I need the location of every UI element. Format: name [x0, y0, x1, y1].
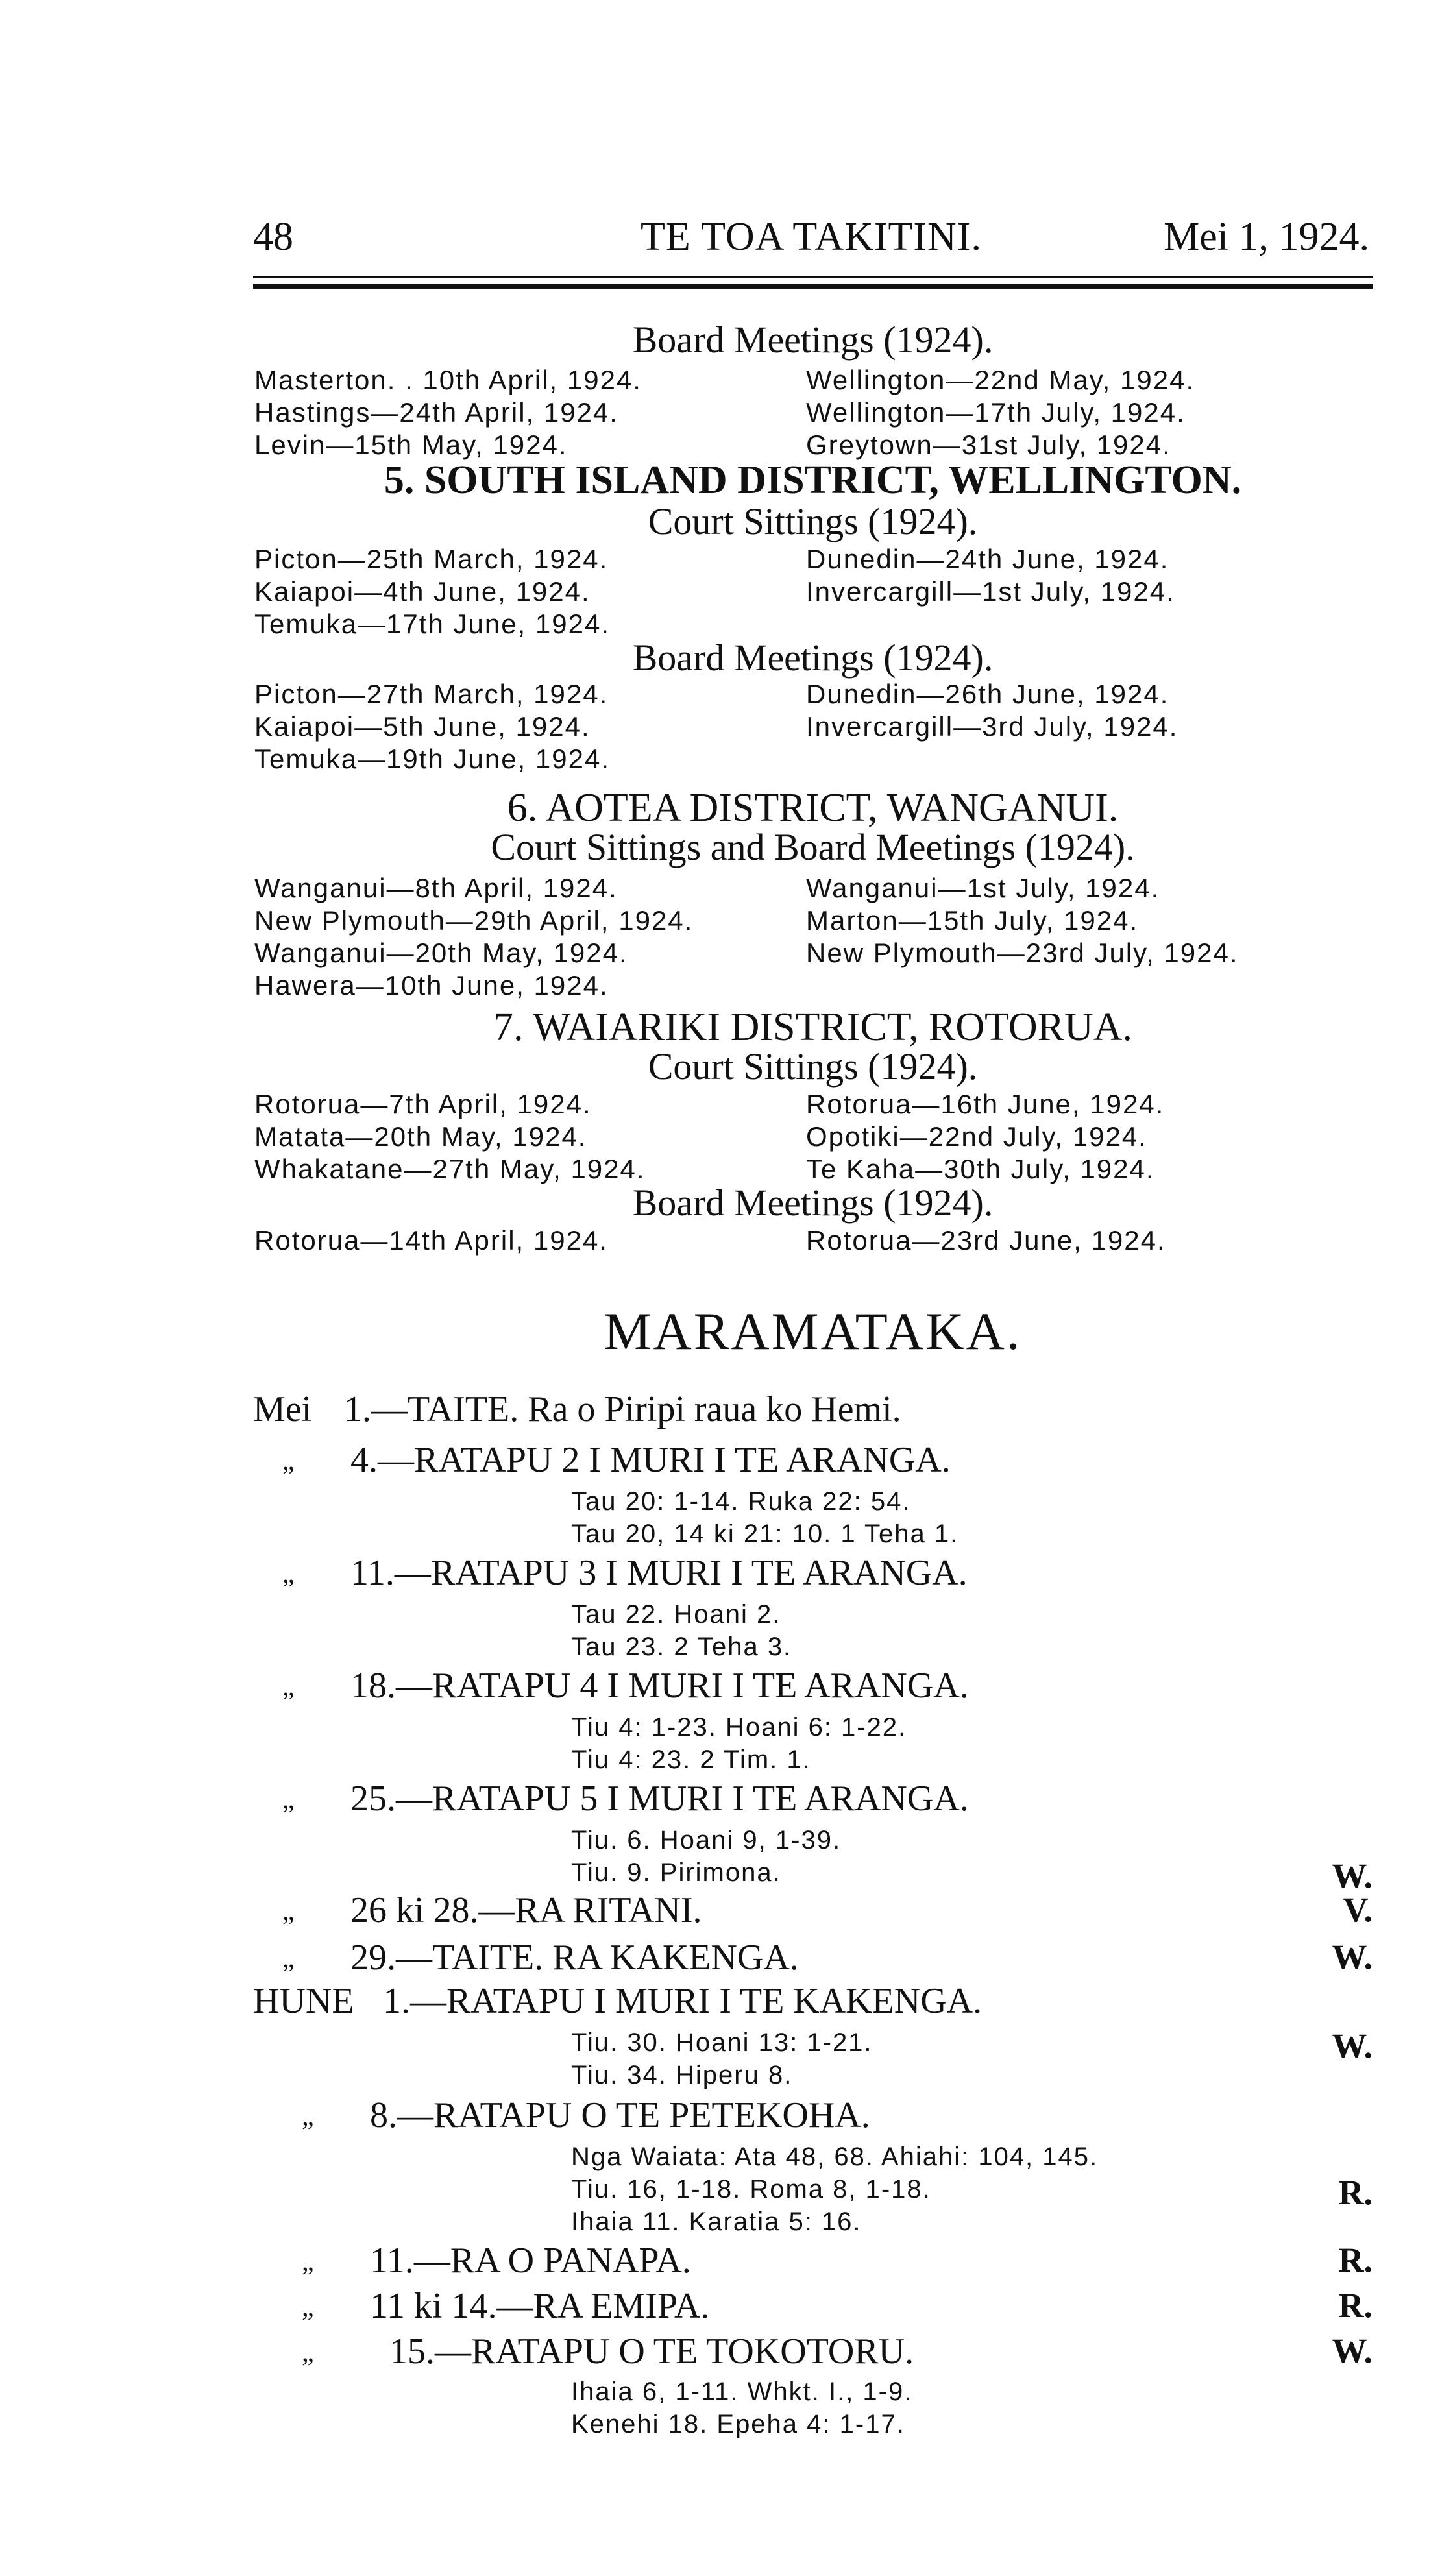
entry-text: 1.—RATAPU I MURI I TE KAKENGA. — [383, 1981, 983, 2021]
entry-text: 11.—RA O PANAPA. — [370, 2241, 691, 2281]
liturgical-colour: W. — [1332, 2026, 1373, 2065]
lection-line: Tau 23. 2 Teha 3. — [571, 1633, 792, 1661]
ditto-mark: „ — [282, 1944, 295, 1974]
entry-text: 18.—RATAPU 4 I MURI I TE ARANGA. — [350, 1666, 969, 1706]
lection-line: Tiu. 16, 1-18. Roma 8, 1-18. — [571, 2175, 931, 2204]
ditto-mark: „ — [302, 2338, 314, 2368]
lection-line: Tau 22. Hoani 2. — [571, 1600, 781, 1629]
lection-line: Kenehi 18. Epeha 4: 1-17. — [571, 2410, 905, 2438]
header-rule-thin — [253, 276, 1373, 278]
page-number: 48 — [253, 215, 293, 259]
entry-text: 11.—RATAPU 3 I MURI I TE ARANGA. — [350, 1553, 968, 1593]
ditto-mark: „ — [282, 1559, 295, 1589]
ditto-mark: „ — [302, 2247, 314, 2277]
entry-text: 15.—RATAPU O TE TOKOTORU. — [389, 2331, 914, 2372]
lection-line: Tau 20, 14 ki 21: 10. 1 Teha 1. — [571, 1520, 959, 1548]
section-7-title: 7. WAIARIKI DISTRICT, ROTORUA. — [493, 1005, 1133, 1049]
lection-line: Tiu 4: 1-23. Hoani 6: 1-22. — [571, 1713, 907, 1742]
ditto-mark: „ — [302, 2292, 314, 2322]
liturgical-colour: R. — [1338, 2286, 1373, 2325]
section-5-title: 5. SOUTH ISLAND DISTRICT, WELLINGTON. — [384, 458, 1242, 502]
lection-line: Tau 20: 1-14. Ruka 22: 54. — [571, 1487, 911, 1516]
section-6-title: 6. AOTEA DISTRICT, WANGANUI. — [507, 786, 1119, 830]
page: 48 TE TOA TAKITINI. Mei 1, 1924. Board Meetings (1924). Masterton. . 10th April, 1924. Wellington—22nd May, 1924. Hastings—24th April, 1924. Wellington—17th July, 1924. Levin—15th May, 1924. Greytown—31st July, 1924. 5. SOUTH ISLAND DISTRICT, WELLINGTON. Court Sittings (1924). Picton—25th March, 1924. Dunedin—24th June, 1924. Kaiapoi—4th June, 1924. Invercargill—1st July, 1924. Temuka—17th June, 1924. Board Meetings (1924). Picton—27th March, 1924. Dunedin—26th June, 1924. Kaiapoi—5th June, 1924. Invercargill—3rd July, 1924. Temuka—19th June, 1924. 6. AOTEA DISTRICT, WANGANUI. Court Sittings and Board Meetings (1924). Wanganui—8th April, 1924. Wanganui—1st July, 1924. New Plymouth—29th April, 1924. Marton—15th July, 1924. Wanganui—20th May, 1924. New Plymouth—23rd July, 1924. Hawera—10th June, 1924. 7. WAIARIKI DISTRICT, ROTORUA. Court Sittings (1924). Rotorua—7th April, 1924. Rotorua—16th June, 1924. Matata—20th May, 1924. Opotiki—22nd July, 1924. Whakatane—27th May, 1924. Te Kaha—30th July, 1924. Board Meetings (1924). Rotorua—14th April, 1924. Rotorua—23rd June, 1924. MARAMATAKA. Mei 1.—TAITE. Ra o Piripi raua ko Hemi. „ 4.—RATAPU 2 I MURI I TE ARANGA. Tau 20: 1-14. Ruka 22: 54. Tau 20, 14 ki 21: 10. 1 Teha 1. „ 11.—RATAPU 3 I MURI I TE ARANGA. Tau 22. Hoani 2. Tau 23. 2 Teha 3. „ 18.—RATAPU 4 I MURI I TE ARANGA. Tiu 4: 1-23. Hoani 6: 1-22. Tiu 4: 23. 2 Tim. 1. „ 25.—RATAPU 5 I MURI I TE ARANGA. Tiu. 6. Hoani 9, 1-39. Tiu. 9. Pirimona. W. „ 26 ki 28.—RA RITANI. V. „ 29.—TAITE. RA KAKENGA. W. HUNE 1.—RATAPU I MURI I TE KAKENGA. Tiu. 30. Hoani 13: 1-21. W. Tiu. 34. Hiperu 8. „ 8.—RATAPU O TE PETEKOHA. Nga Waiata: Ata 48, 68. Ahiahi: 104, 145. Tiu. 16, 1-18. Roma 8, 1-18. R. Ihaia 11. Karatia 5: 16. „ 11.—RA O PANAPA. R. „ 11 ki 14.—RA EMIPA. R. „ 15.—RATAPU O TE TOKOTORU. W. Ihaia 6, 1-11. Whkt. I., 1-9. Kenehi 18. Epeha 4: 1-17. — [253, 215, 1373, 2438]
journal-title: TE TOA TAKITINI. — [641, 215, 982, 259]
section-6-heading: Court Sittings and Board Meetings (1924). — [491, 826, 1135, 868]
section-7-court-heading: Court Sittings (1924). — [648, 1045, 978, 1088]
lection-line: Tiu. 9. Pirimona. — [571, 1858, 781, 1887]
maramataka-heading: MARAMATAKA. — [604, 1302, 1022, 1361]
entry-text: 29.—TAITE. RA KAKENGA. — [350, 1938, 799, 1978]
liturgical-colour: R. — [1338, 2173, 1373, 2212]
lection-line: Tiu 4: 23. 2 Tim. 1. — [571, 1745, 811, 1774]
liturgical-colour: W. — [1332, 1856, 1373, 1895]
board-meetings-heading: Board Meetings (1924). — [632, 319, 994, 361]
section-5-court-heading: Court Sittings (1924). — [648, 500, 978, 542]
month-label: Mei — [253, 1389, 312, 1429]
ditto-mark: „ — [282, 1785, 295, 1815]
section-5-board-heading: Board Meetings (1924). — [632, 637, 994, 679]
ditto-mark: „ — [282, 1897, 295, 1926]
header-rule-thick — [253, 284, 1373, 289]
lection-line: Tiu. 34. Hiperu 8. — [571, 2061, 793, 2089]
lection-line: Ihaia 11. Karatia 5: 16. — [571, 2207, 862, 2236]
liturgical-colour: W. — [1332, 2331, 1373, 2370]
ditto-mark: „ — [282, 1446, 295, 1476]
month-label: HUNE — [253, 1981, 354, 2021]
liturgical-colour: W. — [1332, 1938, 1373, 1976]
liturgical-colour: V. — [1343, 1890, 1373, 1929]
entry-text: 25.—RATAPU 5 I MURI I TE ARANGA. — [350, 1779, 969, 1819]
lection-line: Ihaia 6, 1-11. Whkt. I., 1-9. — [571, 2377, 913, 2406]
ditto-mark: „ — [282, 1672, 295, 1702]
lection-line: Nga Waiata: Ata 48, 68. Ahiahi: 104, 145. — [571, 2143, 1099, 2171]
ditto-mark: „ — [302, 2102, 314, 2132]
page-header — [253, 214, 1369, 273]
section-7-board-heading: Board Meetings (1924). — [632, 1182, 994, 1224]
entry-text: 1.—TAITE. Ra o Piripi raua ko Hemi. — [344, 1389, 901, 1429]
liturgical-colour: R. — [1338, 2241, 1373, 2279]
lection-line: Tiu. 6. Hoani 9, 1-39. — [571, 1826, 842, 1854]
entry-text: 11 ki 14.—RA EMIPA. — [370, 2286, 710, 2326]
entry-text: 4.—RATAPU 2 I MURI I TE ARANGA. — [350, 1440, 951, 1480]
entry-text: 26 ki 28.—RA RITANI. — [350, 1890, 702, 1930]
lection-line: Tiu. 30. Hoani 13: 1-21. — [571, 2028, 873, 2057]
entry-text: 8.—RATAPU O TE PETEKOHA. — [370, 2095, 870, 2135]
issue-date: Mei 1, 1924. — [1164, 215, 1369, 259]
